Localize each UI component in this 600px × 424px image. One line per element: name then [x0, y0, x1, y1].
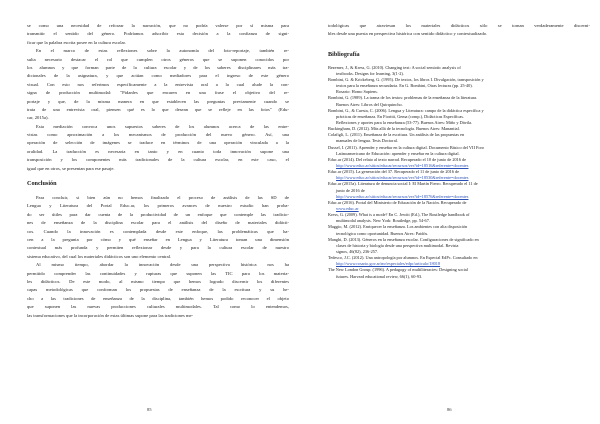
reference-line: Colafigli, L. (2011). Enseñanza de la escritura. Un análisis de las propuestas en	[328, 132, 465, 138]
text-line: trata de una entrevista oral, piensen qué es lo que desean que se refleje en las fotos" (Edu-	[27, 106, 289, 112]
reference-line: junio de 2016 de	[336, 187, 365, 193]
reference-line: Educ.ar (2016). Portal del Ministerio de Educación de la Nación. Recuperado de	[328, 199, 467, 205]
reference-line: The New London Group. (1996). A pedagogy of multiliteracies: Designing social	[328, 267, 468, 273]
text-line: nes de enseñanza de la disciplina escolar para el análisis del diseño de materiales didácti-	[27, 220, 289, 226]
reference-line: Buenos Aires: Libros del Quirquincho.	[336, 101, 403, 107]
reference-entry	[328, 224, 590, 236]
reference-entry	[328, 77, 590, 95]
reference-line: Tedesco, J.C. (2012). Una antropología por alumnos. En Especial EdPc. Consultado en	[328, 255, 478, 261]
reference-line: Bombini, G., & Cuesta, C. (2006). Lengua y Literatura: campo de la didáctica específica y	[328, 107, 484, 113]
text-line: contextual más profunda y permiten reflexionar desde y para la cultura escolar de nuestro	[27, 245, 289, 251]
reference-line: tecnológica como oportunidad. Buenos Aires: Paidós.	[336, 230, 429, 236]
reference-entry	[328, 95, 590, 107]
text-line: sulta necesario destacar el rol que cumplen otros géneros que se suponen conocidos por	[27, 56, 289, 62]
reference-entry	[328, 108, 590, 126]
text-line: Al mismo tiempo, abordar la innovación desde una perspectiva histórica nos ha	[36, 262, 289, 268]
reference-line: Buckingham, D. (2012). Más allá de la tecnología. Buenos Aires: Manantial.	[328, 126, 460, 132]
reference-entry	[328, 65, 590, 77]
text-line: signa de producción multimodal: "Pidanles que encaren en una frase el objetivo del re-	[27, 90, 289, 96]
reference-line: Bombini, G. (1989). La trama de los textos: problemas de la enseñanza de la literatura.	[328, 95, 478, 101]
text-line: se como una necesidad de reforzar la narración, que no podría valerse por sí misma para	[27, 23, 289, 28]
reference-line: Maggio, M. (2012). Enriquecer la enseñanza. Los ambientes con alta disposición	[328, 224, 468, 230]
reference-line: signos, 46(82), 236-257.	[336, 249, 379, 254]
reference-line: futures. Harvard educational review, 66(1), 60-93.	[336, 273, 423, 279]
text-line: permitido comprender las continuidades y rupturas que suponen las TIC para los materia-	[27, 270, 289, 276]
text-line: los alumnos y que forman parte de la cultura escolar y de los saberes disciplinares más tra-	[27, 64, 289, 70]
text-line: dicionales de la asignatura, y que actúan como mediadores para el ingreso de este género	[27, 73, 289, 79]
text-line: las transformaciones que la incorporación de estas últimas supone para las tradiciones me-	[27, 312, 194, 318]
reference-line: manuales de lengua. Tesis Doctoral.	[336, 138, 398, 144]
reference-entry	[328, 255, 590, 267]
text-line: Para concluir, si bien aún no hemos finalizado el proceso de análisis de las SD de	[36, 195, 289, 201]
reference-link[interactable]: www.educ.ar	[336, 206, 359, 212]
reference-line: Educ.ar (2015a). Literatura de denuncia social I: El Martín Fierro. Recuperado el 11 de	[328, 181, 478, 187]
text-line: sistema educativo, del cual los materiales didácticos son uno elemento central.	[27, 253, 172, 259]
reference-line: Latinoamericano de Educación: aprender y enseñar en la cultura digital.	[336, 150, 460, 156]
page-number-right: 86	[447, 407, 452, 412]
text-line: portaje y que, de la misma manera en que establecen las preguntas previamente cuando se	[27, 98, 289, 104]
reference-entry	[328, 145, 590, 157]
text-line: igual que en otros, se presentan para ese pasaje.	[27, 165, 115, 171]
reference-line: Rosario: Homo Sapiens.	[336, 89, 378, 95]
text-line: ficar que la palabra escrita posee en la cultura escolar.	[27, 39, 126, 45]
reference-line: multimodal analysis. New York: Routledge, pp. 54-67.	[336, 218, 430, 224]
reference-link[interactable]: http://www.rosario.gov.ar/mr/especiales/edpc/articulo/18018	[336, 261, 441, 267]
text-line: transposición y los componentes más tradicionales de la cultura escolar, en este caso, el	[27, 157, 289, 163]
text-line: bles desde una puesta en perspectiva histórica con sentido didáctico y contextualizado.	[328, 31, 488, 37]
reference-line: Educ.ar (2015). La generación del 37. Recuperado el 11 de junio de 2016 de	[328, 169, 460, 175]
text-line: que suponen las nuevas producciones culturales multimodales. Tal como lo entendemos,	[27, 304, 289, 310]
reference-line: prácticas de enseñanza. En Fioritti, Gema (comp.), Didácticas Específicas.	[336, 113, 465, 119]
text-line: operación de selección de imágenes se traduce en términos de una operación vinculada a la	[27, 140, 289, 146]
reference-line: textbooks. Designs for learning, 3(1-2).	[336, 70, 404, 76]
reference-line: Kress, G. (2009). What is a mode? En C. Jewitt (Ed.), The Routledge handbook of	[328, 212, 470, 218]
reference-line: textos para la enseñanza secundaria. En G. Bombini, Otras lecturas (pp. 25-40).	[336, 83, 473, 89]
reference-entry	[328, 200, 590, 212]
reference-entry	[328, 157, 590, 169]
reference-line: Bombini, G. & Krickeberg, G. (1995). De textos, los libros I. Divulgación, transposición y	[328, 77, 484, 83]
text-line: transmitir el sentido del género. Podríamos adscribir esta decisión a la confianza de signi-	[27, 31, 289, 37]
reference-line: Bezemer, J., & Kress, G. (2010). Changing text: A social semiotic analysis of	[328, 64, 461, 70]
text-line: do ser útiles para dar cuenta de la productividad de un enfoque que contemple las tradicio-	[27, 211, 289, 217]
text-line: oralidad. La traducción es necesaria en tanto y en cuanto toda innovación supone una	[27, 148, 289, 154]
text-line: En el marco de estas reflexiones sobre la autonomía del foto-reportaje, también re-	[36, 48, 289, 54]
section-heading-bibliography: Bibliografía	[328, 50, 360, 58]
text-line: Lengua y Literatura del Portal Educ.ar, los primeros avances de nuestro estudio han proba-	[27, 203, 289, 209]
reference-entry	[328, 212, 590, 224]
text-line: cen a la pregunta por cómo y qué enseñar en Lengua y Literatura toman una dimensión	[27, 236, 289, 242]
reference-entry	[328, 132, 590, 144]
reference-entry	[328, 237, 590, 255]
reference-link[interactable]: http://www.educ.ar/sitios/educar/recursos/ver?id=18530&referente=docentes	[336, 175, 469, 181]
reference-entry	[328, 267, 590, 279]
reference-entry	[328, 169, 590, 181]
reference-line: clases de historia y biología desde una perspectiva multimodal. Revista	[336, 242, 459, 248]
reference-line: Dussel, I. (2011). Aprender y enseñar en la cultura digital. Documento Básico del VII Foro	[328, 144, 485, 150]
reference-line: Manghi, D. (2013). Géneros en la enseñanza escolar. Configuraciones de significado en	[328, 236, 479, 242]
text-line: visual. Con esto nos referimos específicamente a la entrevista oral a la cual alude la con-	[27, 81, 289, 87]
reference-line: Reflexiones y aportes para la enseñanza (53-77). Buenos Aires: Miño y Dávila.	[336, 120, 473, 126]
text-line: Esta mediación convoca unos supuestos saberes de los alumnos acerca de las entre-	[36, 123, 289, 129]
reference-entry	[328, 181, 590, 199]
text-line: cos. Cuando la innovación es contemplada desde este enfoque, las problemáticas que ha-	[27, 228, 289, 234]
page-number-left: 85	[147, 407, 152, 412]
reference-line: Educ.ar (2014). Del relato al texto narrad. Recuperado el 10 de junio de 2016 de	[328, 156, 467, 162]
reference-link[interactable]: http://www.educ.ar/sitios/educar/recursos/ver?id=18576&referente=docentes	[336, 193, 469, 199]
reference-link[interactable]: http://www.educ.ar/sitios/educar/recursos/ver?id=18516&referente=docentes	[336, 163, 469, 169]
right-text-column	[328, 22, 590, 280]
text-line: vistas como aproximación a los mecanismos de producción del nuevo género. Así, una	[27, 132, 289, 138]
left-text-column	[27, 22, 289, 320]
text-line: les didácticos. De este modo, al mismo tiempo que hemos logrado discernir los diferentes	[27, 278, 289, 284]
text-line: todológicas que atraviesan los materiales didácticos sólo se tornan verdaderamente discerni-	[328, 23, 590, 28]
right-page	[300, 0, 600, 424]
text-line: car, 2015a).	[27, 115, 49, 121]
text-line: cho a las tradiciones de enseñanza de la disciplina, también hemos podido reconocer el objeto	[27, 295, 289, 301]
section-heading-conclusion: Conclusión	[27, 180, 57, 188]
text-line: capas metodológicas que conforman los propuestas de enseñanza de la escritura y su he-	[27, 287, 289, 293]
